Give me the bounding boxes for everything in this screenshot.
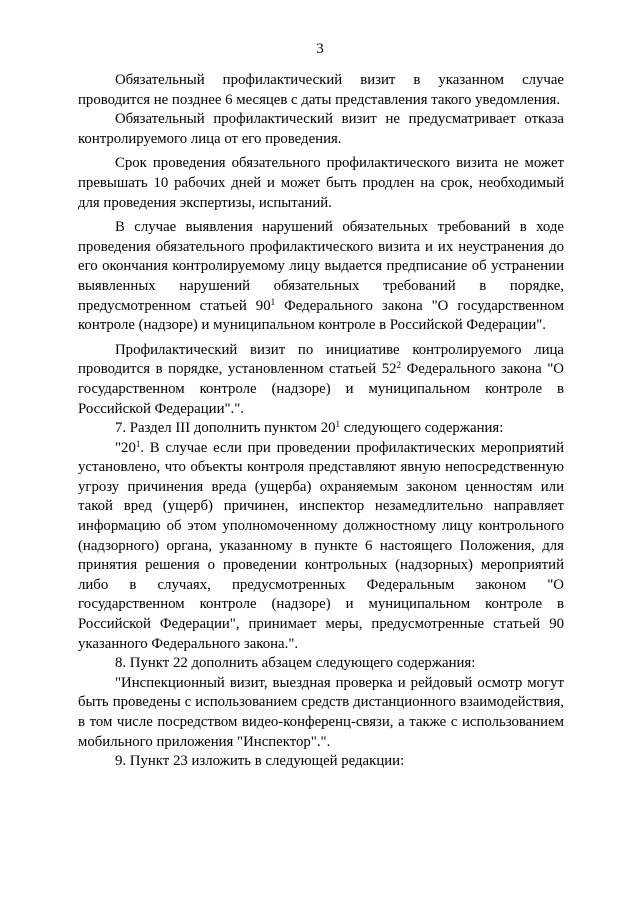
document-body [78,71,564,772]
paragraph-item-8: 8. Пункт 22 дополнить абзацем следующего содержания: [115,655,476,672]
paragraph-no-refusal: Обязательный профилактический визит не предусматривает отказа контролируемого лица от его проведения. [78,111,564,147]
superscript: 1 [270,296,276,307]
superscript: 2 [396,360,401,371]
paragraph-text: следующего содержания: [340,420,504,437]
paragraph-item-7 [78,419,564,439]
paragraph-text: Профилактический визит по инициативе контролируемого лица проводится в порядке, установленном статьей 52 [78,341,564,378]
paragraph-item-9: 9. Пункт 23 изложить в следующей редакции: [115,753,405,770]
paragraph-visit-duration: Срок проведения обязательного профилактического визита не может превышать 10 рабочих дней и может быть продлен на срок, необходимый для проведения экспертизы, испытаний. [78,155,564,211]
paragraph-text: . В случае если при проведении профилактических мероприятий установлено, что объекты контроля представляют явную непосредственную угрозу причинения вреда (ущерба) охраняемым законом ценностям или такой вред (ущерб) причинен, инспектор незамедлительно направляет информацию об этом уполномоченному должностному лицу контрольного (надзорного) органа, указанному в пункте 6 настоящего Положения, для принятия решения о проведении контрольных (надзорных) мероприятий либо в случаях, предусмотренных Федеральным законом "О государственном контроле (надзоре) и муниципальном контроле в Российской Федерации", принимает меры, предусмотренные статьей 90 указанного Федерального закона.". [78,439,564,652]
paragraph-item-20-1 [78,439,564,655]
paragraph-mandatory-visit-deadline: Обязательный профилактический визит в указанном случае проводится не позднее 6 месяцев с даты представления такого уведомления. [78,72,564,108]
superscript: 1 [135,438,141,449]
paragraph-text: Федерального закона "О государственном контроле (надзоре) и муниципальном контроле в Российской Федерации".". [78,361,564,417]
paragraph-initiative-visit [78,341,564,419]
paragraph-violations-order [78,218,564,336]
page-number: 3 [316,41,324,57]
paragraph-text: Федерального закона "О государственном контроле (надзоре) и муниципальном контроле в Российской Федерации". [78,297,564,334]
superscript: 1 [335,419,340,430]
paragraph-remote-inspection: "Инспекционный визит, выездная проверка и рейдовый осмотр могут быть проведены с использованием средств дистанционного взаимодействия, в том числе посредством видео-конференц-связи, а также с использованием мобильного приложения "Инспектор".". [78,674,564,750]
paragraph-text: 7. Раздел III дополнить пунктом 20 [115,420,336,437]
paragraph-text: В случае выявления нарушений обязательных требований в ходе проведения обязательного профилактического визита и их неустранения до его окончания контролируемому лицу выдается предписание об устранении выявленных нарушений обязательных требований в порядке, предусмотренном статьей 90 [78,219,564,314]
paragraph-text: "20 [115,439,136,456]
